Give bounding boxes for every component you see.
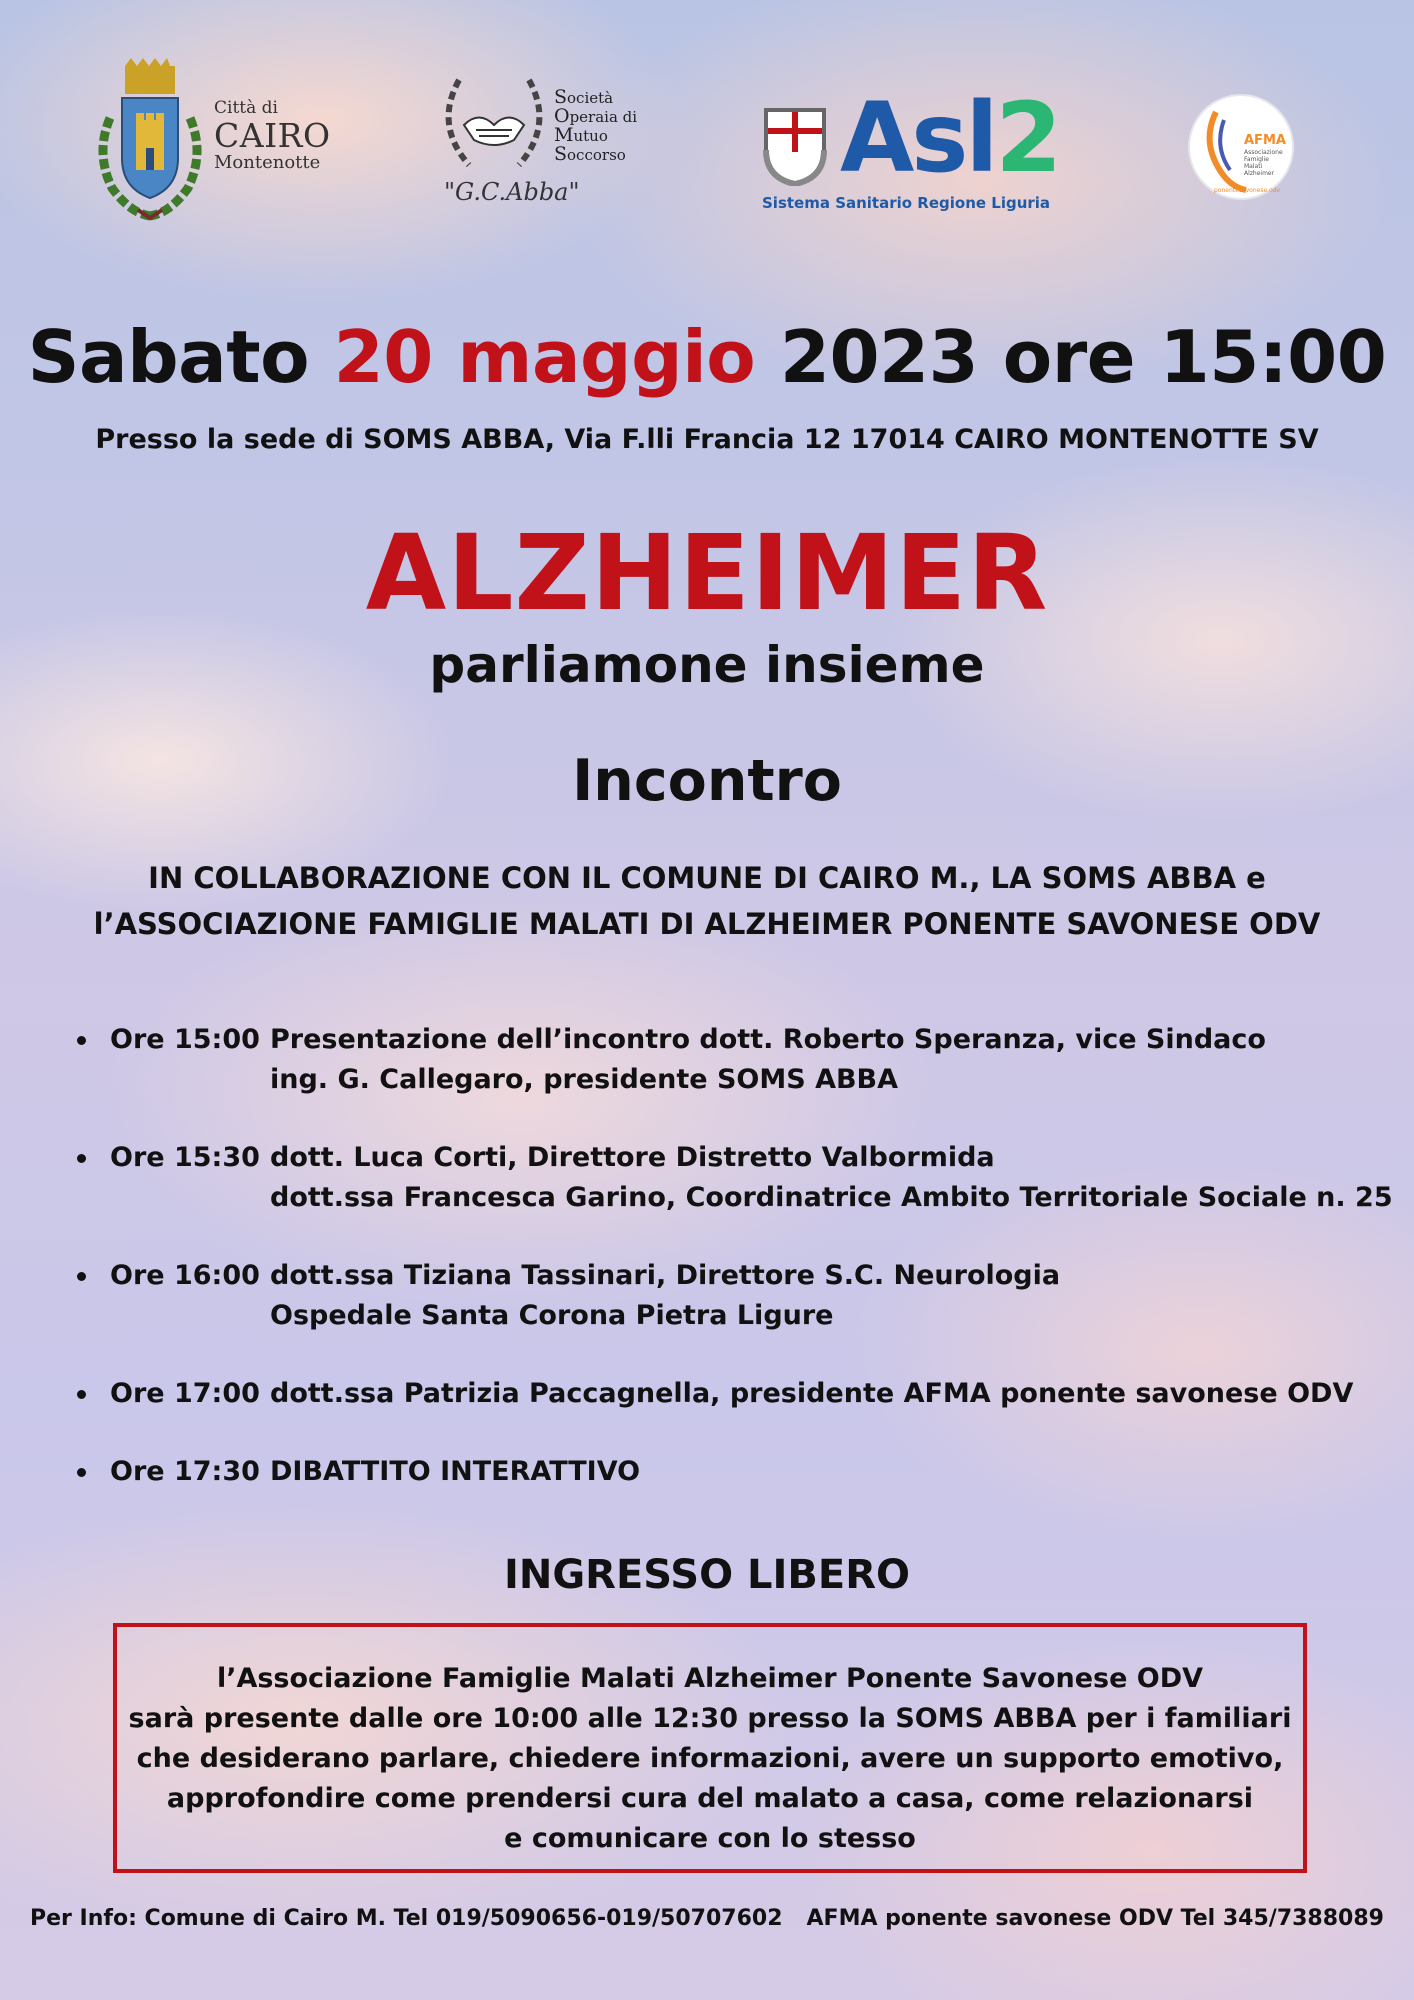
cairo-montenotte-logo	[90, 58, 330, 228]
programme-item	[70, 1020, 1393, 1100]
notice-line: e comunicare con lo stesso	[504, 1823, 916, 1854]
programme-desc-line1: dott. Luca Corti, Direttore Distretto Valbormida	[270, 1142, 995, 1173]
asl-name: Asl	[840, 82, 996, 194]
asl-number: 2	[995, 82, 1060, 194]
collaboration-line-2: l’ASSOCIAZIONE FAMIGLIE MALATI DI ALZHEIMER PONENTE SAVONESE ODV	[93, 907, 1321, 941]
afma-line2: Famiglie	[1244, 156, 1269, 163]
programme-time: Ore 17:30	[110, 1456, 260, 1487]
cairo-logo-line1: Città di	[214, 98, 278, 118]
programme-desc-line2: dott.ssa Francesca Garino, Coordinatrice Ambito Territoriale Sociale n. 25	[270, 1182, 1393, 1213]
event-date-weekday: Sabato	[27, 315, 310, 399]
afma-logo	[1186, 92, 1296, 202]
programme-desc-line2: Ospedale Santa Corona Pietra Ligure	[270, 1300, 834, 1331]
programme-item	[70, 1256, 1393, 1336]
cairo-coat-of-arms-icon	[90, 58, 210, 223]
afma-ring-text: ponentesavonese.odv	[1214, 187, 1281, 194]
soms-word-mutuo: utuo	[573, 127, 608, 145]
programme-desc-line1: DIBATTITO INTERATTIVO	[270, 1456, 641, 1487]
soms-initial-s1: S	[554, 86, 568, 108]
footer-info-afma: AFMA ponente savonese ODV Tel 345/7388089	[806, 1906, 1384, 1931]
soms-initial-m: M	[554, 124, 574, 146]
programme-item	[70, 1452, 1393, 1492]
soms-initial-o: O	[554, 105, 570, 127]
notice-line: sarà presente dalle ore 10:00 alle 12:30 presso la SOMS ABBA per i familiari	[128, 1703, 1292, 1734]
collaboration-note	[0, 855, 1414, 947]
soms-word-soccorso: occorso	[567, 146, 626, 164]
event-location: Presso la sede di SOMS ABBA, Via F.lli Francia 12 17014 CAIRO MONTENOTTE SV	[95, 424, 1319, 455]
programme-time: Ore 17:00	[110, 1378, 260, 1409]
handshake-wreath-icon	[434, 70, 554, 180]
event-kind: Incontro	[572, 748, 842, 814]
footer-info	[0, 1906, 1414, 1931]
cairo-logo-line3: Montenotte	[214, 152, 321, 173]
soms-word-societa: ocietà	[567, 89, 614, 107]
notice-line: approfondire come prendersi cura del malato a casa, come relazionarsi	[166, 1783, 1254, 1814]
notice-line: l’Associazione Famiglie Malati Alzheimer Ponente Savonese ODV	[216, 1663, 1204, 1694]
free-entrance-label: INGRESSO LIBERO	[503, 1552, 911, 1598]
programme-time: Ore 15:30	[110, 1142, 260, 1173]
programme-item	[70, 1138, 1393, 1218]
afma-line1: Associazione	[1244, 149, 1283, 156]
programme-desc-line1: dott.ssa Tiziana Tassinari, Direttore S.C. Neurologia	[270, 1260, 1061, 1291]
event-date-time: 2023 ore 15:00	[779, 315, 1387, 399]
asl2-logo	[760, 82, 1060, 220]
afma-notice-box	[113, 1623, 1307, 1873]
soms-signature: "G.C.Abba"	[444, 178, 580, 206]
event-subtitle: parliamone insieme	[429, 636, 985, 694]
afma-line3: Malati	[1244, 163, 1263, 170]
programme-desc-line2: ing. G. Callegaro, presidente SOMS ABBA	[270, 1064, 899, 1095]
programme-time: Ore 16:00	[110, 1260, 260, 1291]
cairo-logo-line2: CAIRO	[214, 116, 331, 155]
afma-line4: Alzheimer	[1244, 170, 1275, 177]
event-date	[0, 315, 1414, 399]
programme-desc-line1: dott.ssa Patrizia Paccagnella, presidente AFMA ponente savonese ODV	[270, 1378, 1354, 1409]
soms-abba-logo	[434, 70, 654, 230]
soms-initial-s2: S	[554, 143, 568, 165]
programme-desc-line1: Presentazione dell’incontro dott. Roberto Speranza, vice Sindaco	[270, 1024, 1266, 1055]
footer-info-comune: Per Info: Comune di Cairo M. Tel 019/5090656-019/50707602	[30, 1906, 783, 1931]
event-title: ALZHEIMER	[365, 512, 1049, 634]
notice-line: che desiderano parlare, chiedere informazioni, avere un supporto emotivo,	[136, 1743, 1284, 1774]
programme-time: Ore 15:00	[110, 1024, 260, 1055]
soms-word-operaia: peraia di	[569, 108, 638, 126]
afma-name: AFMA	[1244, 133, 1286, 148]
afma-emblem-icon	[1186, 92, 1296, 202]
programme-list	[70, 1020, 1393, 1530]
asl-subtitle: Sistema Sanitario Regione Liguria	[762, 194, 1051, 212]
event-date-day: 20 maggio	[333, 315, 756, 399]
programme-item	[70, 1374, 1393, 1414]
liguria-shield-icon	[762, 106, 828, 186]
collaboration-line-1: IN COLLABORAZIONE CON IL COMUNE DI CAIRO M., LA SOMS ABBA e	[148, 861, 1266, 895]
